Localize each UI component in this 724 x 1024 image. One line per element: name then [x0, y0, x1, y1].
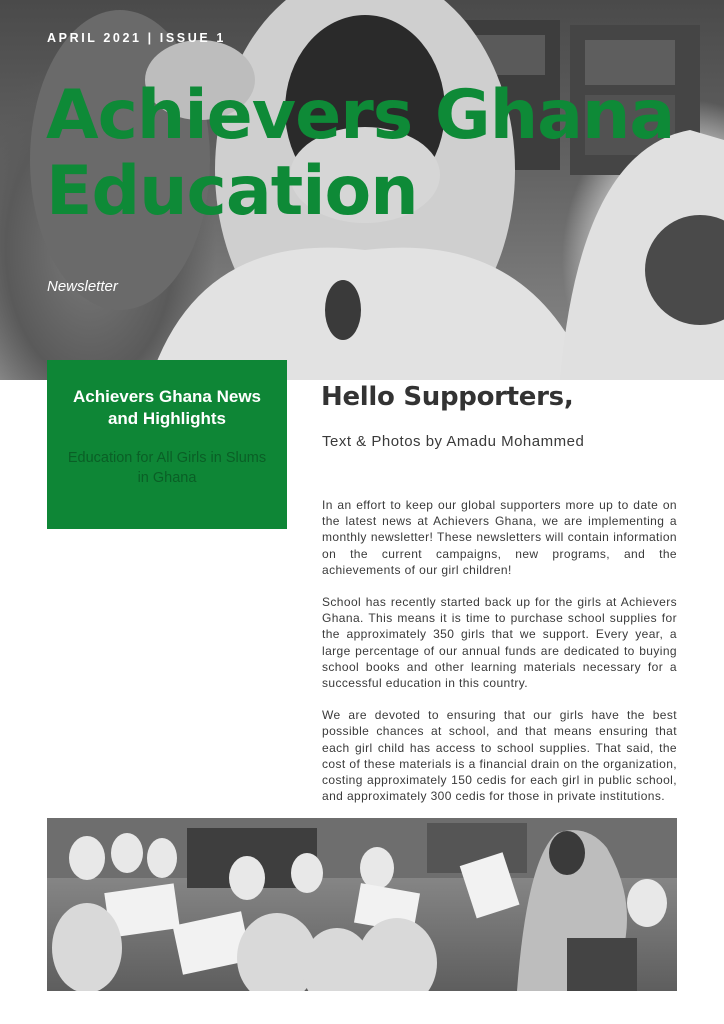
article-paragraph: School has recently started back up for the girls at Achievers Ghana. This means it is time to purchase school supplies for the approximately 350 girls that we support. Every year, a large percentage of our annual funds are dedicated to buying school books and other learning materials necessary for a successful education in this country. [322, 595, 677, 691]
issue-label: APRIL 2021 | ISSUE 1 [47, 31, 226, 45]
article-paragraph: We are devoted to ensuring that our girls have the best possible chances at school, and that means ensuring that each girl child has access to school supplies. That said, the cost of these materials is a financial drain on the organization, costing approximately 150 cedis for each girl in public school, and approximately 300 cedis for those in private institutions. [322, 708, 677, 804]
article-paragraph: In an effort to keep our global supporters more up to date on the latest news at Achievers Ghana, we are implementing a monthly newsletter! These newsletters will contain information on the current campaigns, new programs, and the achievements of our girl children! [322, 498, 677, 577]
highlights-title: Achievers Ghana News and Highlights [72, 387, 262, 428]
hero-photo [0, 0, 724, 380]
title-line-1: Achievers Ghana [46, 76, 675, 155]
newsletter-subtitle: Newsletter [47, 278, 118, 295]
highlights-subtitle: Education for All Girls in Slums in Ghana [67, 450, 267, 486]
classroom-photo-illustration [47, 818, 677, 991]
classroom-photo [47, 818, 677, 991]
title-line-2: Education [46, 152, 418, 231]
article-byline: Text & Photos by Amadu Mohammed [322, 433, 585, 450]
article-greeting: Hello Supporters, [321, 382, 574, 412]
highlights-box [47, 360, 287, 529]
newsletter-title [46, 78, 706, 230]
article-body [322, 497, 677, 820]
